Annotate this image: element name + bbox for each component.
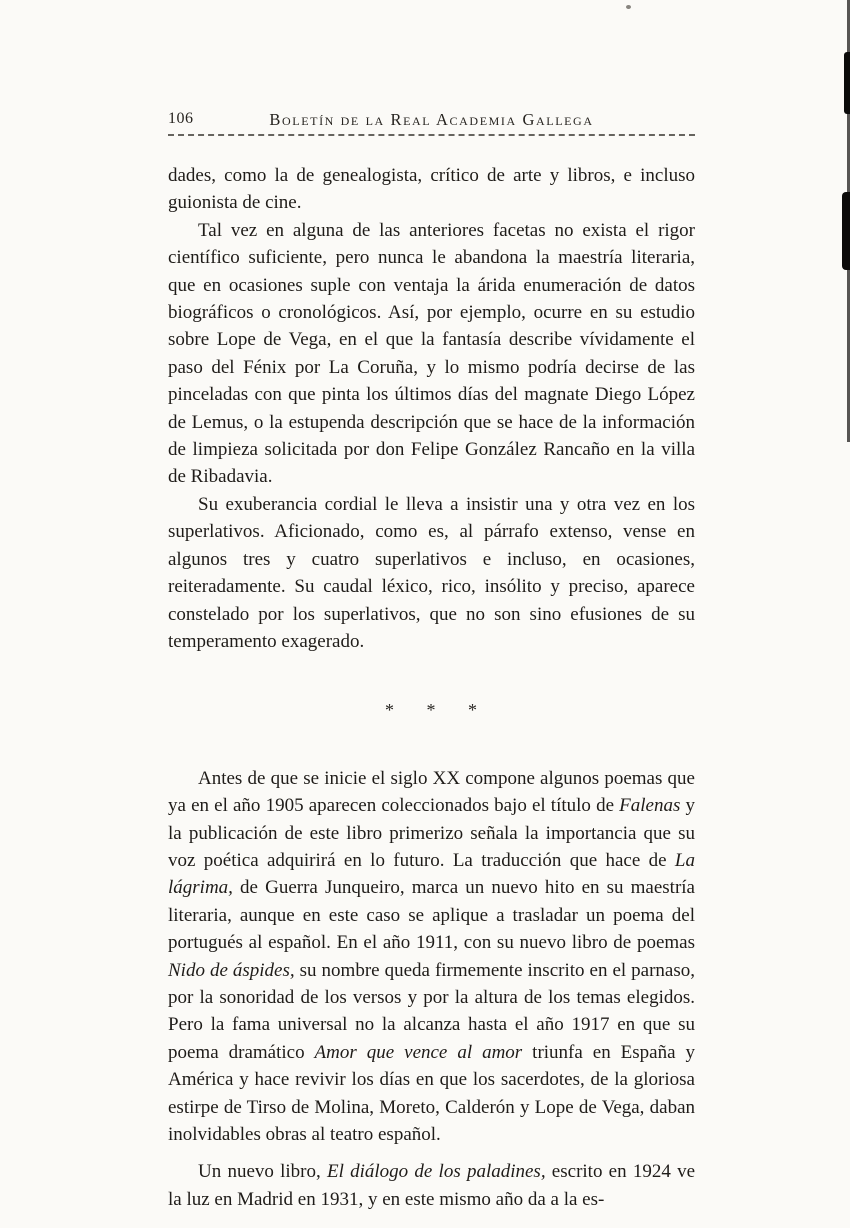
page-body <box>168 162 695 1213</box>
scan-artifact-speck <box>626 5 631 9</box>
page-content <box>168 108 695 1213</box>
running-head <box>168 108 695 132</box>
text-run: triunfa en España y América y hace revivir los días en que los sacerdotes, de la gloriosa estirpe de Tirso de Molina, Moreto, Calderón y Lope de Vega, daban inolvidables obras al teatro español. <box>168 1041 696 1145</box>
text-run: escrito en 1924 ve la luz en Madrid en 1931, y en este mismo año da a la es- <box>168 1161 695 1210</box>
paragraph <box>168 217 695 491</box>
book-title-falenas: Falenas <box>619 795 681 817</box>
text-run: y la publicación de este libro primerizo señala la importancia que su voz poética adquirirá en lo futuro. La traducción que hace de <box>168 795 695 871</box>
text-run: Su exuberancia cordial le lleva a insistir una y otra vez en los superlativos. Aficionado, como es, al párrafo extenso, vense en algunos tres y cuatro superlativos e incluso, en ocasiones, reiteradamente. Su caudal léxico, rico, insólito y preciso, aparece constelado por los superlativos, que no son sino efusiones de su temperamento exagerado. <box>168 493 695 652</box>
text-run: su nombre queda firmemente inscrito en el parnaso, por la sonoridad de los versos y por la altura de los temas elegidos. Pero la fama universal no la alcanza hasta el año 1917 en que su poema dramático <box>168 959 695 1063</box>
paragraph <box>168 1158 695 1213</box>
paragraph-continuation <box>168 162 695 217</box>
text-run: de Guerra Junqueiro, marca un nuevo hito en su maestría literaria, aunque en este caso se aplique a trasladar un poema del portugués al español. En el año 1911, con su nuevo libro de poemas <box>168 877 695 954</box>
text-run: Antes de que se inicie el siglo XX compone algunos poemas que ya en el año 1905 aparecen coleccionados bajo el título de <box>168 767 695 817</box>
book-title-la-lagrima: La lágrima, <box>168 849 695 899</box>
header-rule <box>168 134 695 136</box>
journal-title: Boletín de la Real Academia Gallega <box>269 110 594 129</box>
paragraph <box>168 491 695 655</box>
scan-artifact-blob-top <box>844 52 850 114</box>
book-title-el-dialogo: El diálogo de los paladines, <box>326 1161 546 1183</box>
scan-artifact-blob-mid <box>842 192 850 270</box>
paragraph <box>168 765 695 1149</box>
text-run: Un nuevo libro, <box>198 1161 327 1183</box>
text-run: Tal vez en alguna de las anteriores facetas no exista el rigor científico suficiente, pero nunca le abandona la maestría literaria, que en ocasiones suple con ventaja la árida enumeración de datos biográficos o cronológicos. Así, por ejemplo, ocurre en su estudio sobre Lope de Vega, en el que la fantasía describe vívidamente el paso del Fénix por La Coruña, y lo mismo podría decirse de las pinceladas con que pinta los últimos días del magnate Diego López de Lemus, o la estupenda descripción que se hace de la información de limpieza solicitada por don Felipe González Rancaño en la villa de Ribadavia. <box>168 219 695 488</box>
book-title-amor-que-vence: Amor que vence al amor <box>314 1041 523 1063</box>
page-number: 106 <box>168 110 194 127</box>
book-title-nido-de-aspides: Nido de áspides, <box>168 959 295 981</box>
section-separator: * * * <box>385 700 478 721</box>
text-run: dades, como la de genealogista, crítico de arte y libros, e incluso guionista de cine. <box>168 165 695 214</box>
